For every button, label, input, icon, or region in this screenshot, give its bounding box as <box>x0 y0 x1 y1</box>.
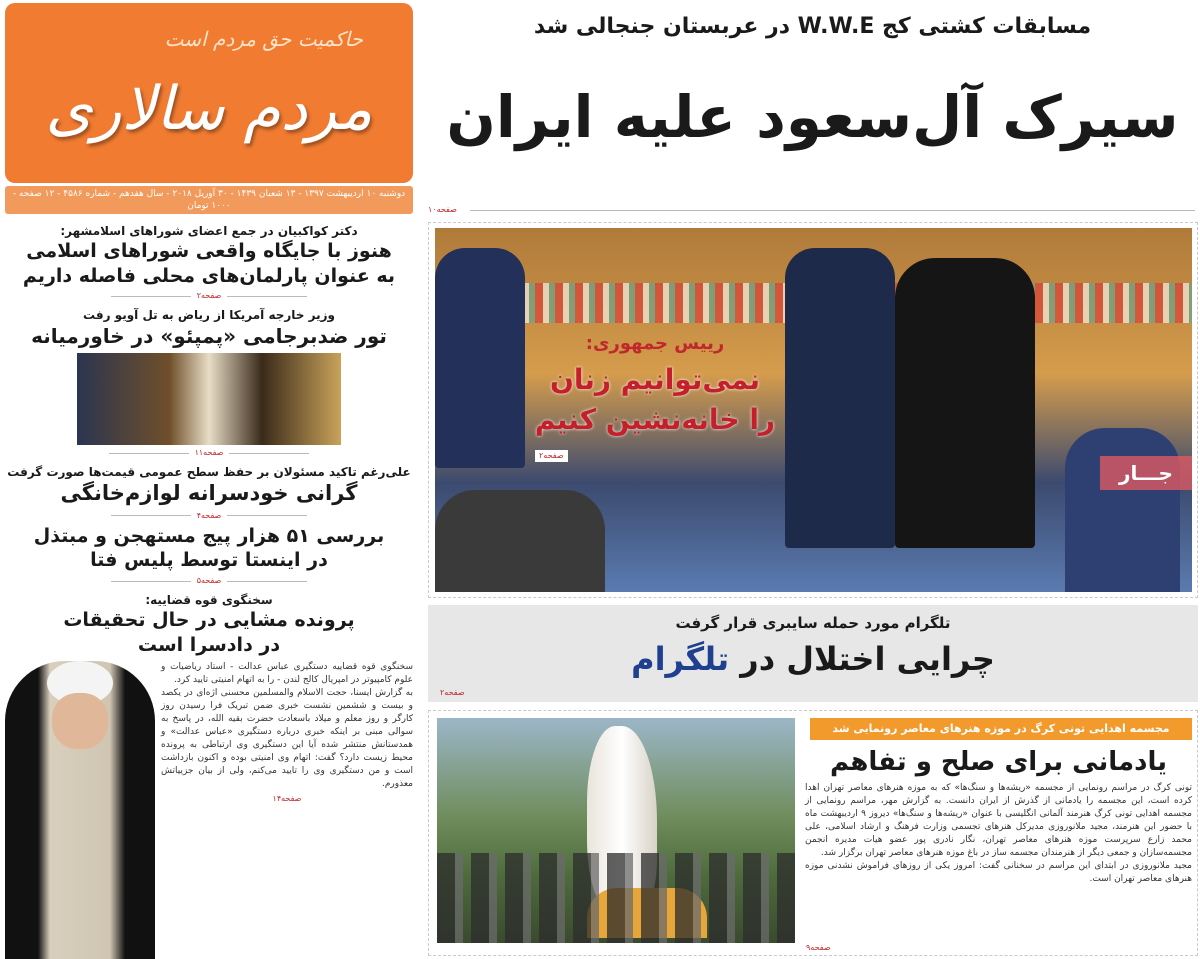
page-ref-row <box>5 448 413 458</box>
sculpture-headline[interactable]: یادمانی برای صلح و تفاهم <box>830 747 1167 777</box>
divider <box>229 453 309 454</box>
paragraph: تونی کرگ در مراسم رونمایی از مجسمه «ریشه‌ها و سنگ‌ها» که به موزه هنرهای معاصر تهران اهدا کرده است، این مجسمه را یادمانی از گذرش از ایران دانست. به گزارش مهر، مراسم رونمایی از مجسمه اهدایی تونی کرگ هنرمند آلمانی انگلیسی با عنوان «ریشه‌ها و سنگ‌ها» دیروز ۹ اردیبهشت ماه با حضور این هنرمند، مجید ملانوروزی مدیرکل هنرهای تجسمی وزارت فرهنگ و ارشاد اسلامی، علی محمد زارع سرپرست موزه هنرهای معاصر تهران، نگار نادری پور عضو هیات مدیره انجمن مجسمه‌سازان و جمعی دیگر از هنرمندان مجسمه ساز در باغ موزه هنرهای معاصر تهران برگزار شد. <box>805 783 1193 858</box>
paragraph: به گزارش ایسنا، حجت الاسلام والمسلمین محسنی اژه‌ای در یکصد و بیست و ششمین نشست خبری ضمن تبریک فرا رسیدن روز کارگر و روز معلم و میلاد باسعادت حضرت بقیه الله، در پاسخ به سوالی مبنی بر اینکه خبری درباره دستگیری «عباس عدالت» و همدستانش منتشر شده آیا این دستگیری وی ارتباطی به پرونده محیط زیست دارد؟ گفت: اتهام وی امنیتی بوده و اکنون بازداشت است و من دستگیری وی را تایید می‌کنم، ولی از بیان جزییاتش معذورم. <box>161 688 413 790</box>
story-kicker: علی‌رغم تاکید مسئولان بر حفظ سطح عمومی قیمت‌ها صورت گرفت <box>7 465 411 480</box>
person-figure <box>1065 428 1180 592</box>
story-headline[interactable] <box>5 608 413 657</box>
person-figure <box>785 248 895 548</box>
spokesman-image[interactable] <box>5 661 155 959</box>
face <box>52 693 108 749</box>
story-body-row <box>5 661 413 959</box>
photo-headline[interactable] <box>530 360 780 440</box>
page-ref: صفحه۵ <box>196 576 222 586</box>
page-ref: صفحه۱۴ <box>272 794 302 804</box>
masthead-slogan: حاکمیت حق مردم است <box>164 27 363 51</box>
photo-headline-line: را خانه‌نشین کنیم <box>534 403 776 436</box>
page-ref: صفحه۱۱ <box>194 448 224 458</box>
page-ref: صفحه۲ <box>196 291 222 301</box>
telegram-headline[interactable] <box>488 637 1138 681</box>
page-ref-row <box>5 291 413 301</box>
person-figure <box>895 258 1035 548</box>
pompeo-image[interactable] <box>77 353 341 445</box>
left-column <box>5 220 413 959</box>
story-kicker: وزیر خارجه آمریکا از ریاض به تل آویو رفت <box>83 308 335 323</box>
masthead-logo <box>5 3 413 183</box>
sculpture-image[interactable] <box>437 718 795 943</box>
date-line: دوشنبه ۱۰ اردیبهشت ۱۳۹۷ - ۱۳ شعبان ۱۴۳۹ - ۳۰ آوریل ۲۰۱۸ - سال هفدهم - شماره ۴۵۸۶ - ۱۲ صفحه - ۱۰۰۰ تومان <box>5 186 413 214</box>
page-ref-row <box>5 576 413 586</box>
divider <box>227 581 307 582</box>
divider <box>111 581 191 582</box>
masthead-name: مردم سالاری <box>45 74 373 144</box>
page-ref: صفحه۲ <box>440 688 465 697</box>
headline-line: هنوز با جایگاه واقعی شوراهای اسلامی <box>26 240 392 262</box>
photo-headline-line: نمی‌توانیم زنان <box>550 363 760 396</box>
paragraph: مجید ملانوروزی در ابتدای این مراسم در سخنانی گفت: امروز یکی از روزهای فراموش نشدنی موزه هنرهای معاصر تهران است. <box>805 861 1192 884</box>
sculpture-body <box>805 782 1192 886</box>
telegram-box <box>428 605 1198 702</box>
page-ref: صفحه۲ <box>535 450 568 462</box>
page-ref: صفحه۱۰ <box>428 205 457 214</box>
person-figure <box>435 248 525 468</box>
headline-highlight: تلگرام <box>631 640 730 678</box>
divider <box>111 515 191 516</box>
story-body <box>161 661 413 959</box>
lead-kicker: مسابقات کشتی کج W.W.E در عربستان جنجالی شد <box>533 14 1092 39</box>
headline-part: چرایی اختلال در <box>729 640 995 678</box>
divider <box>109 453 189 454</box>
story-kicker: دکتر کواکبیان در جمع اعضای شوراهای اسلامشهر: <box>60 224 358 238</box>
headline-line: به عنوان پارلمان‌های محلی فاصله داریم <box>22 264 396 287</box>
headline-line: در دادسرا است <box>137 633 281 656</box>
sculpture-kicker: مجسمه اهدایی تونی کرگ در موزه هنرهای معاصر رونمایی شد <box>810 718 1192 740</box>
divider <box>227 515 307 516</box>
story-headline[interactable]: تور ضدبرجامی «پمپئو» در خاورمیانه <box>31 324 387 349</box>
story-headline[interactable]: گرانی خودسرانه لوازم‌خانگی <box>60 481 358 506</box>
page-ref-row <box>5 511 413 521</box>
headline-line: پرونده مشایی در حال تحقیقات <box>63 609 355 632</box>
crowd <box>437 853 795 943</box>
page-ref: صفحه۴ <box>196 510 222 520</box>
headline-line: در اینستا توسط پلیس فتا <box>90 549 328 572</box>
headline-line: بررسی ۵۱ هزار پیج مستهجن و مبتذل <box>33 524 385 547</box>
photo-kicker: رییس جمهوری: <box>585 333 725 354</box>
lead-headline[interactable]: سیرک آل‌سعود علیه ایران <box>446 83 1179 151</box>
photographers <box>435 490 605 592</box>
divider <box>111 296 191 297</box>
photo-story-image[interactable] <box>435 228 1192 592</box>
paragraph: سخنگوی قوه قضاییه دستگیری عباس عدالت - استاد ریاضیات و علوم کامپیوتر در امپریال کالج لندن - را به اتهام امنیتی تایید کرد. <box>161 662 413 686</box>
telegram-kicker: تلگرام مورد حمله سایبری قرار گرفت <box>675 614 951 632</box>
divider <box>227 296 307 297</box>
story-kicker: سخنگوی قوه قضاییه: <box>145 593 273 608</box>
story-headline[interactable] <box>5 524 413 573</box>
divider <box>470 210 1195 211</box>
watermark: جـــار <box>1100 456 1192 490</box>
page-ref: صفحه۹ <box>806 943 831 952</box>
story-headline[interactable] <box>5 239 413 288</box>
